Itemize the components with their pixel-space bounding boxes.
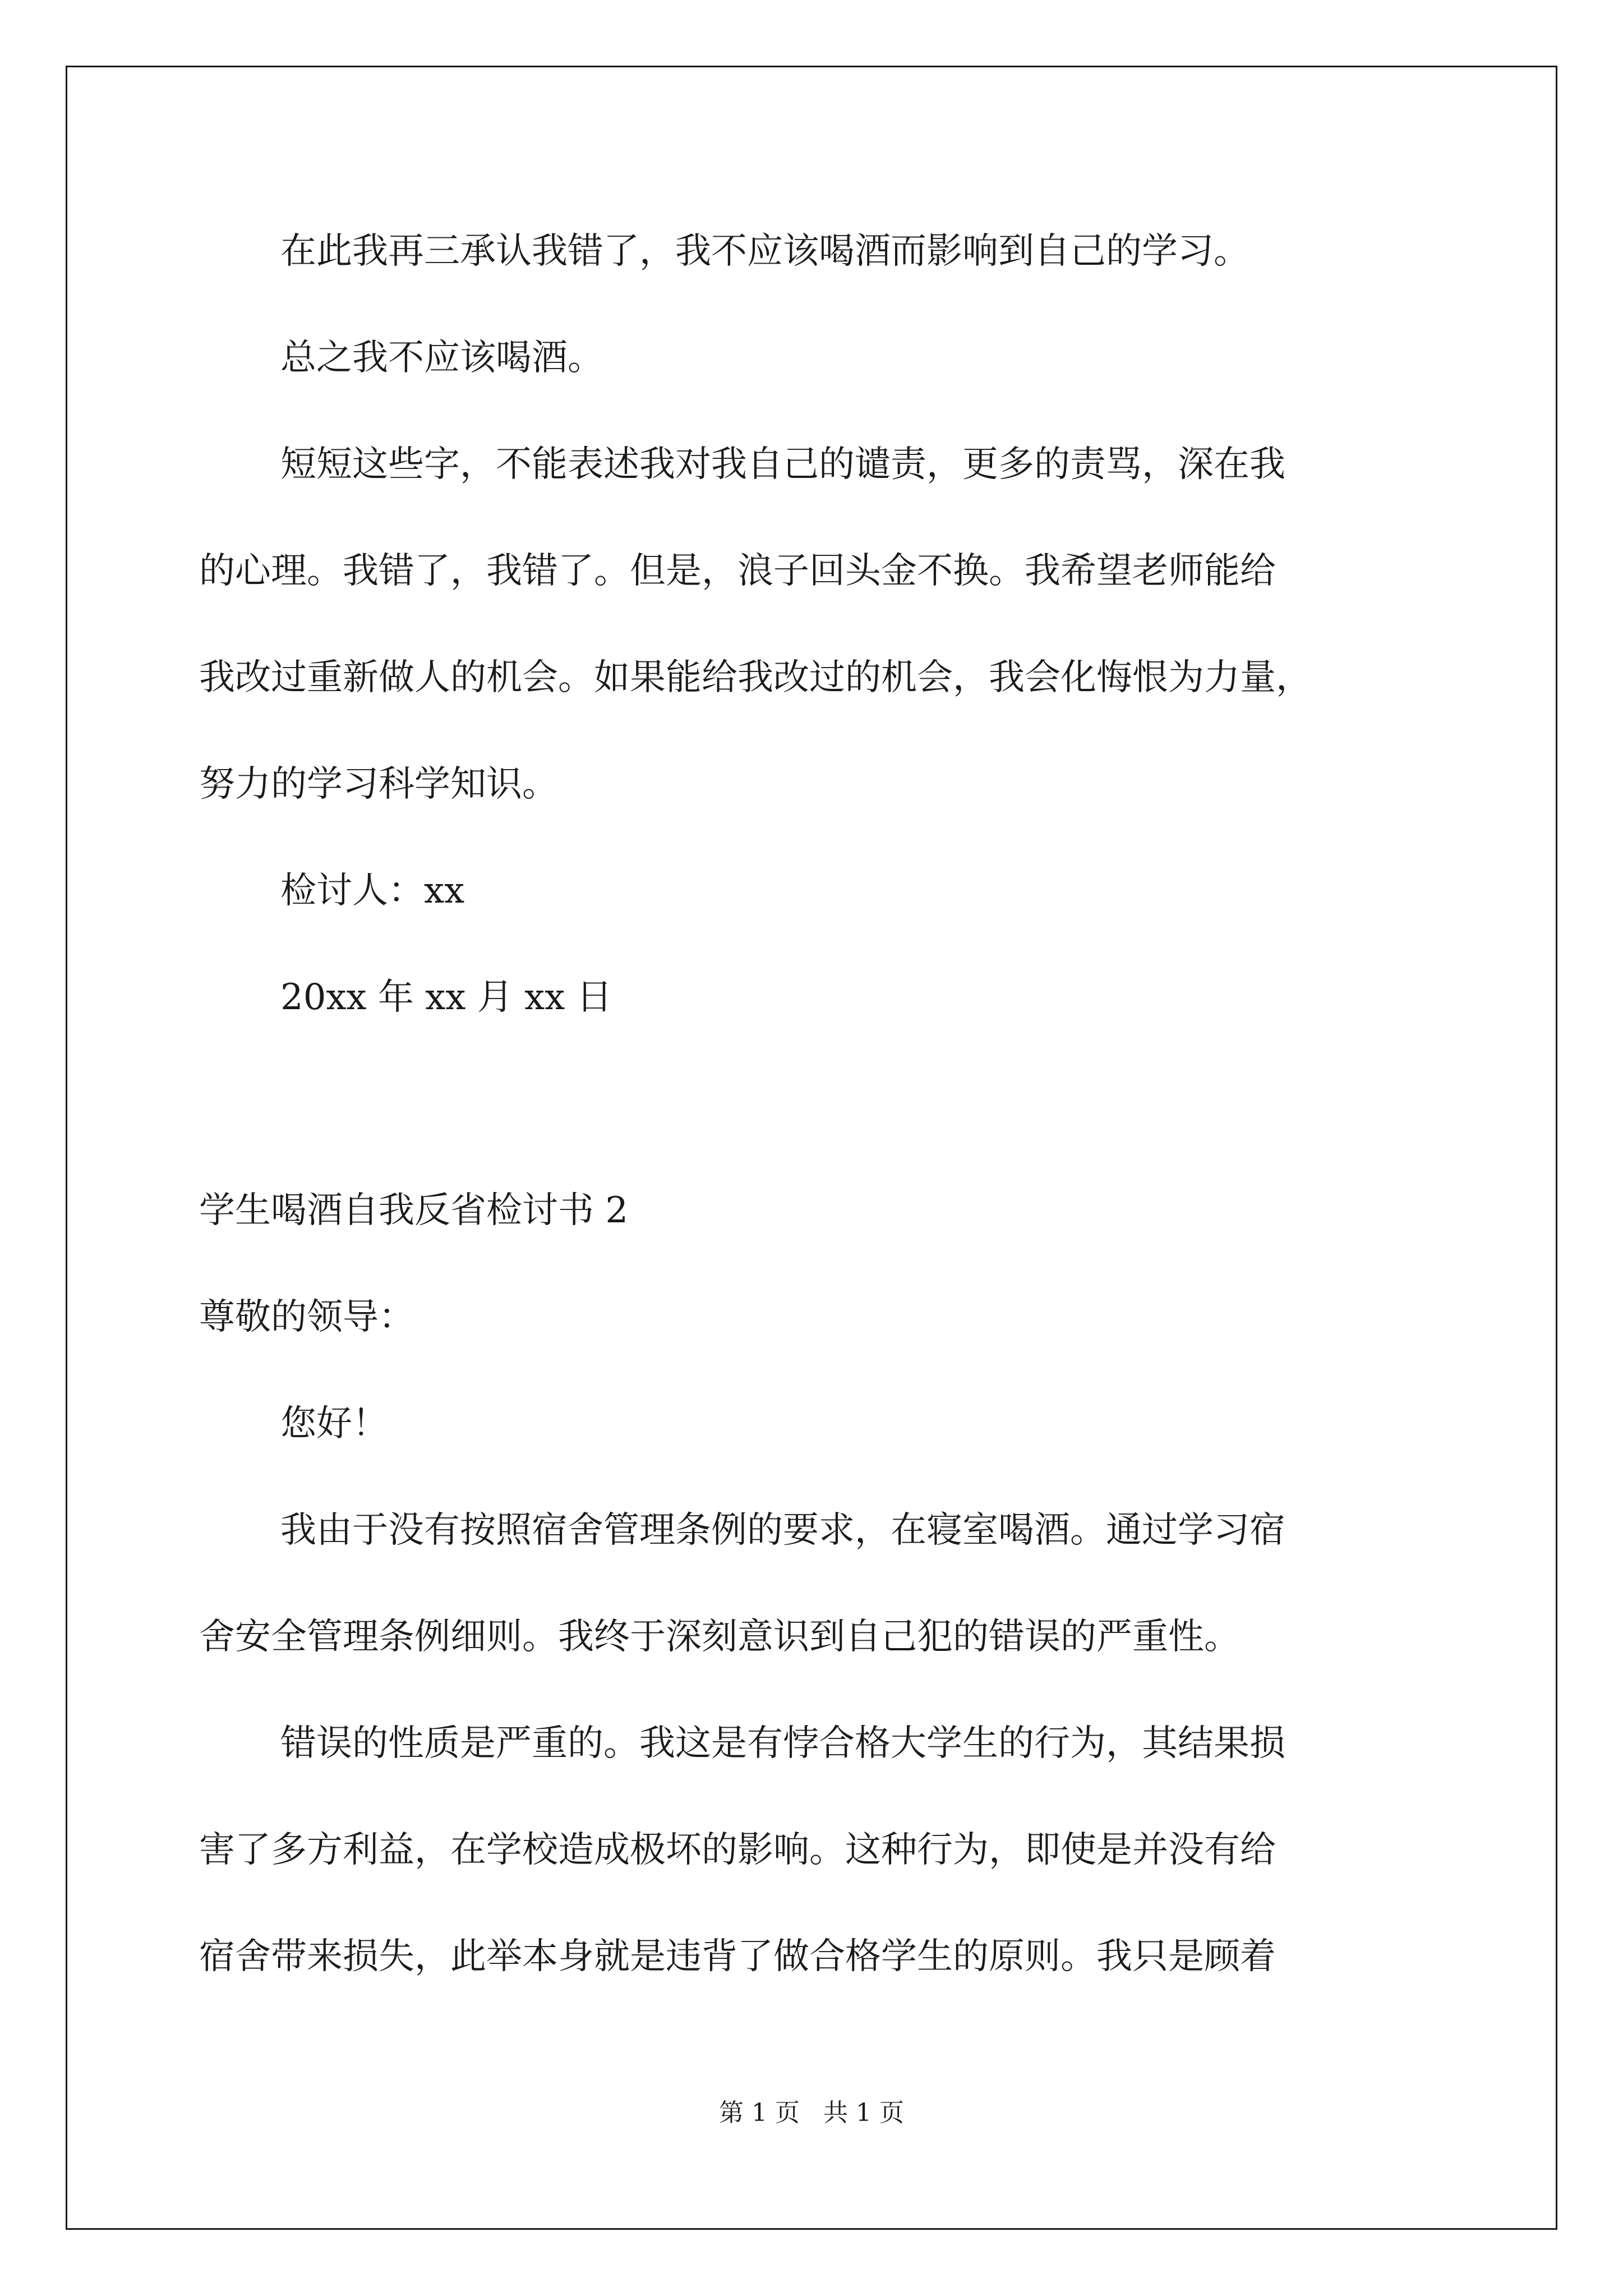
paragraph-line: 努力的学习科学知识。 [199, 763, 558, 805]
paragraph-line: 的心理。我错了，我错了。但是，浪子回头金不换。我希望老师能给 [199, 550, 1276, 592]
greeting: 您好！ [280, 1403, 388, 1444]
page-border [66, 66, 1557, 2230]
paragraph-line: 害了多方利益，在学校造成极坏的影响。这种行为，即使是并没有给 [199, 1829, 1276, 1871]
paragraph-line: 我改过重新做人的机会。如果能给我改过的机会，我会化悔恨为力量， [199, 657, 1312, 698]
signature-line: 检讨人：xx [280, 870, 465, 912]
salutation: 尊敬的领导： [199, 1296, 414, 1338]
paragraph-line: 宿舍带来损失，此举本身就是违背了做合格学生的原则。我只是顾着 [199, 1936, 1276, 1977]
paragraph-line: 总之我不应该喝酒。 [280, 337, 603, 379]
page-footer: 第 1 页 共 1 页 [719, 2099, 904, 2127]
paragraph-line: 错误的性质是严重的。我这是有悖合格大学生的行为，其结果损 [280, 1723, 1285, 1764]
paragraph-line: 短短这些字，不能表述我对我自己的谴责，更多的责骂，深在我 [280, 444, 1285, 485]
section-title: 学生喝酒自我反省检讨书 2 [199, 1190, 629, 1231]
paragraph-line: 我由于没有按照宿舍管理条例的要求，在寝室喝酒。通过学习宿 [280, 1510, 1285, 1551]
date-line: 20xx 年 xx 月 xx 日 [280, 977, 612, 1018]
paragraph-line: 舍安全管理条例细则。我终于深刻意识到自己犯的错误的严重性。 [199, 1616, 1240, 1658]
paragraph-line: 在此我再三承认我错了，我不应该喝酒而影响到自己的学习。 [280, 231, 1249, 272]
